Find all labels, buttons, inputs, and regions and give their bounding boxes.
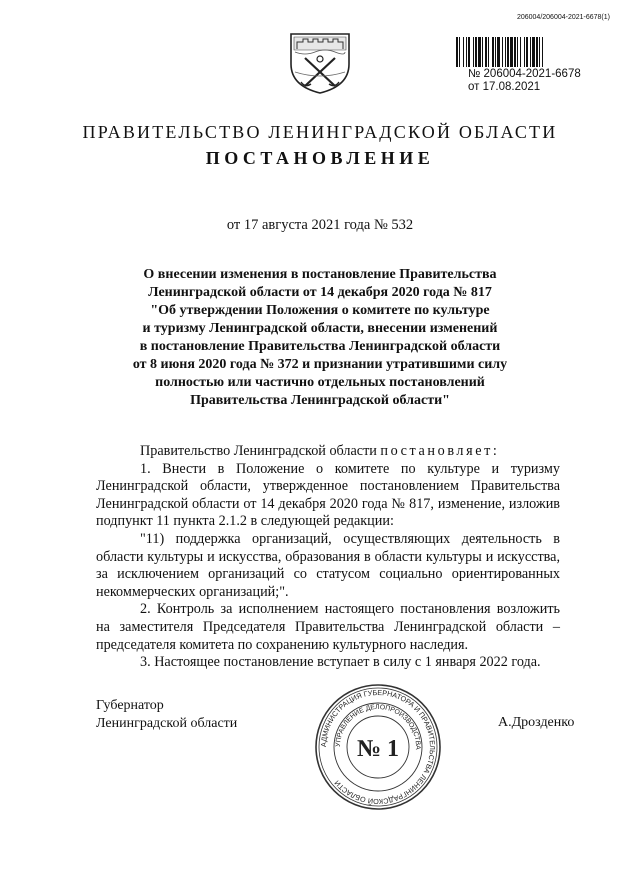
intro-prefix: Правительство Ленинградской области [140,443,377,459]
item-3-paragraph: 3. Настоящее постановление вступает в силу с 1 января 2022 года. [140,654,541,671]
registration-date: от 17.08.2021 [468,81,541,93]
barcode-bar [482,37,483,67]
stamp-number: № 1 [356,736,400,762]
position-line: Губернатор [96,698,164,713]
barcode-bar [468,37,470,67]
barcode-bar [495,37,496,67]
barcode-bar [459,37,460,67]
intro-paragraph [96,443,560,461]
barcode-bar [456,37,458,67]
barcode-bar [475,37,477,67]
signatory-name: А.Дрозденко [498,715,575,730]
title-line: полностью или частично отдельных постановлений [155,375,485,390]
barcode-bar [532,37,535,67]
barcode-bar [517,37,518,67]
barcode-bar [510,37,513,67]
document-date-number: от 17 августа 2021 года № 532 [226,217,414,233]
stamp-inner-text: УПРАВЛЕНИЕ ДЕЛОПРОИЗВОДСТВА [334,703,422,750]
title-line: Правительства Ленинградской области" [190,393,450,408]
official-stamp-seal [312,681,444,813]
item-1-quote-paragraph: "11) поддержка организаций, осуществляющих деятельность в области культуры и искусства, образования в области культуры и искусства, за исключением организаций со статусом социально ориентированных некоммерческих организаций;". [96,530,560,600]
barcode-bar [492,37,494,67]
title-line: Ленинградской области от 14 декабря 2020 года № 817 [148,285,492,300]
barcode-bar [488,37,489,67]
item-2-paragraph: 2. Контроль за исполнением настоящего постановления возложить на заместителя Председателя Правительства Ленинградской области – председателя комитета по сохранению культурного наследия. [96,601,560,653]
registration-number: № 206004-2021-6678 [468,68,581,80]
top-document-code: 206004/206004-2021-6678(1) [516,14,610,21]
barcode-bar [473,37,474,67]
barcode-bar [520,37,521,67]
document-body [96,443,560,672]
barcode-bar [530,37,531,67]
barcode-bar [502,37,503,67]
title-line: в постановление Правительства Ленинградской области [139,339,501,354]
barcode-bar [536,37,538,67]
signatory-position [96,697,237,733]
barcode-bar [505,37,506,67]
title-line: и туризму Ленинградской области, внесении изменений [142,321,498,336]
stamp-ring-text: АДМИНИСТРАЦИЯ ГУБЕРНАТОРА И ПРАВИТЕЛЬСТВА ЛЕНИНГРАДСКОЙ ОБЛАСТИ [318,687,438,807]
barcode-bar [507,37,509,67]
barcode-bar [539,37,540,67]
title-line: от 8 июня 2020 года № 372 и признании утратившими силу [132,357,508,372]
title-line: "Об утверждении Положения о комитете по культуре [150,303,490,318]
government-name: ПРАВИТЕЛЬСТВО ЛЕНИНГРАДСКОЙ ОБЛАСТИ [82,122,558,142]
barcode-bar [485,37,487,67]
barcode-bar [514,37,516,67]
coat-of-arms-emblem [285,30,355,96]
barcode-bar [466,37,467,67]
barcode [456,37,588,67]
barcode-bar [542,37,543,67]
barcode-bar [524,37,525,67]
intro-verb: постановляет: [380,443,500,459]
document-title [0,266,640,410]
registration-info [468,68,581,94]
title-line: О внесении изменения в постановление Правительства [143,267,497,282]
barcode-bar [463,37,464,67]
barcode-bar [478,37,481,67]
document-type: ПОСТАНОВЛЕНИЕ [205,148,435,168]
item-1-paragraph: 1. Внести в Положение о комитете по культуре и туризму Ленинградской области, утвержденное постановлением Правительства Ленинградской области от 14 декабря 2020 года № 817, изменение, изложив подпункт 11 пункта 2.1.2 в следующей редакции: [96,460,560,530]
position-line: Ленинградской области [96,716,238,731]
barcode-bar [497,37,500,67]
barcode-bar [526,37,528,67]
